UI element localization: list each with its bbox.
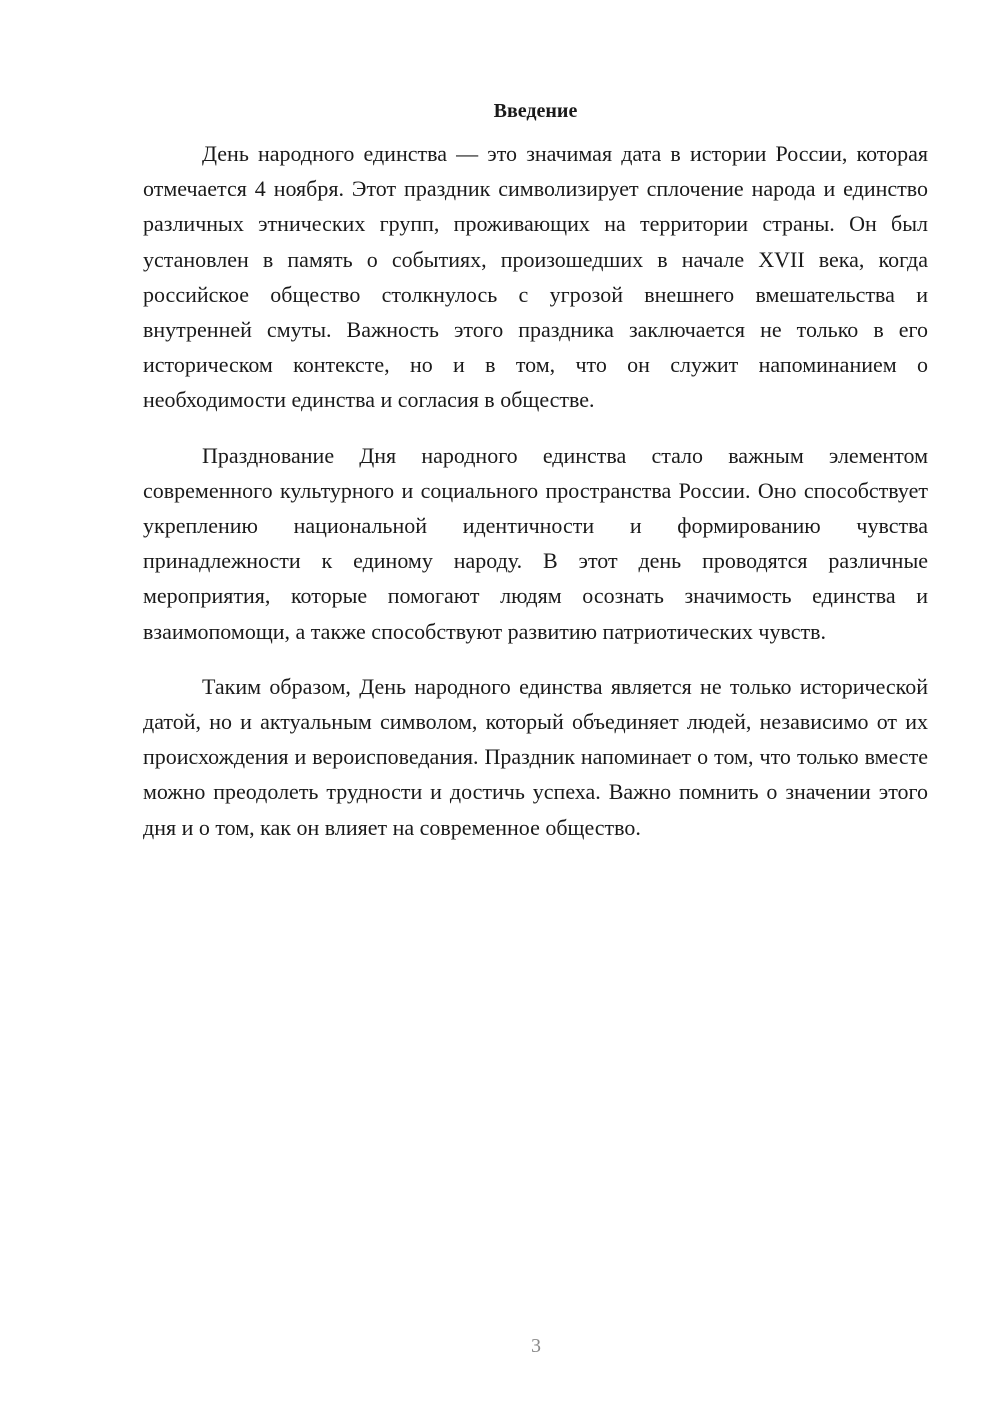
paragraph-2: Празднование Дня народного единства стало важным элементом современного культурного и социального пространства России. Оно способствует укреплению национальной идентичности и формированию чувства принадлежности к единому народу. В этот день проводятся различные мероприятия, которые помогают людям осознать значимость единства и взаимопомощи, а также способствуют развитию патриотических чувств. [143, 442, 928, 644]
paragraph-3: Таким образом, День народного единства является не только исторической датой, но и актуальным символом, который объединяет людей, независимо от их происхождения и вероисповедания. Праздник напоминает о том, что только вместе можно преодолеть трудности и достичь успеха. Важно помнить о значении этого дня и о том, как он влияет на современное общество. [143, 673, 928, 840]
page-content [143, 96, 928, 865]
page-number: 3 [531, 1335, 541, 1357]
paragraph-1: День народного единства — это значимая дата в истории России, которая отмечается 4 ноября. Этот праздник символизирует сплочение народа и единство различных этнических групп, проживающих на территории страны. Он был установлен в память о событиях, произошедших в начале XVII века, когда российское общество столкнулось с угрозой внешнего вмешательства и внутренней смуты. Важность этого праздника заключается не только в его историческом контексте, но и в том, что он служит напоминанием о необходимости единства и согласия в обществе. [143, 141, 928, 413]
section-title: Введение [493, 100, 578, 122]
